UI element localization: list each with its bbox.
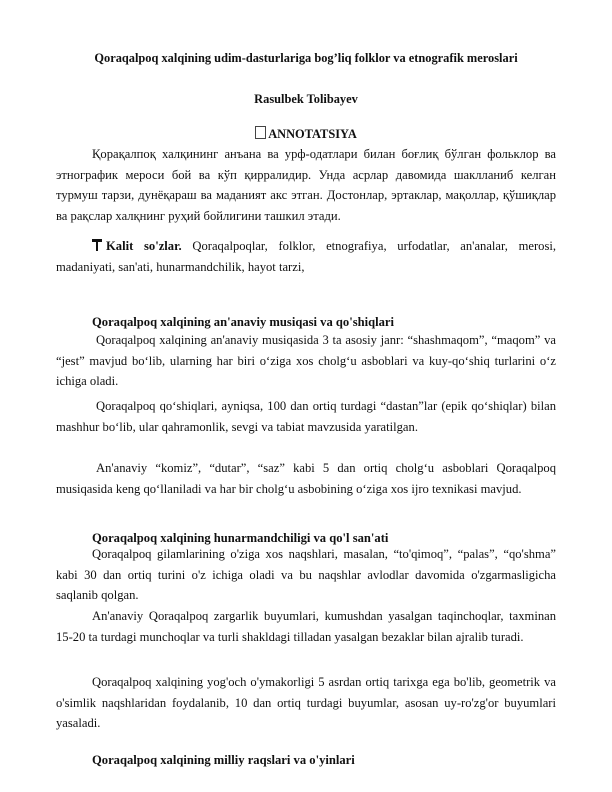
keywords-label: Kalit so'zlar.	[106, 239, 182, 253]
section-heading-music: Qoraqalpoq xalqining an'anaviy musiqasi va qo'shiqlari	[92, 315, 394, 329]
annotation-heading	[56, 126, 556, 142]
section-paragraph: Qoraqalpoq gilamlarining o'ziga xos naqshlari, masalan, “to'qimoq”, “palas”, “qo'shma” kabi 30 dan ortiq turini o'z ichiga oladi va bu naqshlar avlodlar davomida o'zgarmasligicha saqlanib qolgan.	[56, 547, 556, 603]
section-paragraph: Qoraqalpoq xalqining yog'och o'ymakorligi 5 asrdan ortiq tarixga ega bo'lib, geometrik va o'simlik naqshlaridan foydalanib, 10 dan ortiq turdagi buyumlar, asosan uy-ro'zg'or buyumlari yasaladi.	[56, 675, 556, 731]
section-paragraph: Qoraqalpoq xalqining an'anaviy musiqasida 3 ta asosiy janr: “shashmaqom”, “maqom” va “jest” mavjud bo‘lib, ularning har biri o‘ziga xos cholg‘u asboblari va kuy-qo‘shiq turlarini o‘z ichiga oladi.	[56, 333, 556, 389]
paper-title: Qoraqalpoq xalqining udim-dasturlariga bog’liq folklor va etnografik meroslari	[94, 51, 518, 65]
annotation-heading-text: ANNOTATSIYA	[268, 127, 357, 141]
author-name: Rasulbek Tolibayev	[254, 92, 358, 106]
keywords-text: Qoraqalpoqlar, folklor, etnografiya, urfodatlar, an'analar, merosi, madaniyati, san'ati, hunarmandchilik, hayot tarzi,	[56, 239, 556, 274]
annotation-text: Қорақалпоқ халқининг анъана ва урф-одатлари билан боғлиқ бўлган фольклор ва этнографик мероси бой ва кўп қирралидир. Унда асрлар давомида шаклланиб келган турмуш тарзи, дунёқараш ва маданият акс этган. Достонлар, эртаклар, мақоллар, қўшиқлар ва рақслар халқнинг руҳий бойлигини ташкил этади.	[56, 147, 556, 223]
keywords-paragraph	[56, 236, 556, 277]
missing-glyph-icon	[255, 126, 266, 139]
pin-icon	[92, 239, 102, 251]
section-paragraph: An'anaviy “komiz”, “dutar”, “saz” kabi 5 dan ortiq cholg‘u asboblari Qoraqalpoq musiqasida keng qo‘llaniladi va har bir cholg‘u asbobining o‘ziga xos ijro texnikasi mavjud.	[56, 461, 556, 496]
section-paragraph: Qoraqalpoq qo‘shiqlari, ayniqsa, 100 dan ortiq turdagi “dastan”lar (epik qo‘shiqlar) bilan mashhur bo‘lib, ular qahramonlik, sevgi va tabiat mavzusida yaratilgan.	[56, 399, 556, 434]
section-paragraph: An'anaviy Qoraqalpoq zargarlik buyumlari, kumushdan yasalgan taqinchoqlar, taxminan 15-20 ta turdagi munchoqlar va turli shakldagi tilladan yasalgan bezaklar bilan ajralib turadi.	[56, 609, 556, 644]
section-heading-crafts: Qoraqalpoq xalqining hunarmandchiligi va qo'l san'ati	[92, 531, 389, 545]
section-heading-dances: Qoraqalpoq xalqining milliy raqslari va o'yinlari	[92, 753, 355, 767]
